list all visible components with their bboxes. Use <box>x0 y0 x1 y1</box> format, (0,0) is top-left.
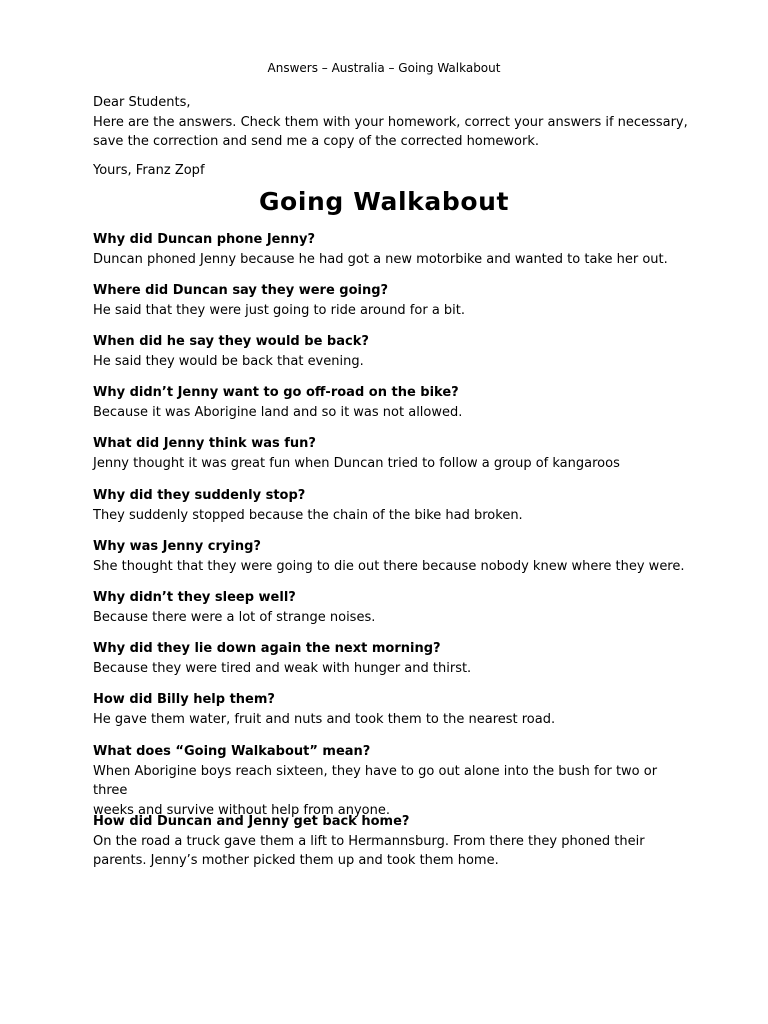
answer: They suddenly stopped because the chain of the bike had broken. <box>93 507 523 523</box>
question: How did Billy help them? <box>93 692 275 707</box>
answer: Because it was Aborigine land and so it was not allowed. <box>93 404 463 420</box>
qa-item-4 <box>93 383 693 422</box>
qa-item-9 <box>93 639 693 678</box>
intro-line-1: Here are the answers. Check them with your homework, correct your answers if necessary, <box>93 114 688 130</box>
answer: He gave them water, fruit and nuts and took them to the nearest road. <box>93 711 556 727</box>
qa-item-11 <box>93 742 693 820</box>
page-title: Going Walkabout <box>258 187 510 216</box>
qa-item-10 <box>93 690 693 729</box>
question: Why was Jenny crying? <box>93 539 261 554</box>
qa-item-7 <box>93 537 693 576</box>
answer: Because there were a lot of strange noises. <box>93 609 376 625</box>
answer: Jenny thought it was great fun when Duncan tried to follow a group of kangaroos <box>93 455 620 471</box>
question: When did he say they would be back? <box>93 334 369 349</box>
answer: He said they would be back that evening. <box>93 353 364 369</box>
document-header: Answers – Australia – Going Walkabout <box>267 61 501 75</box>
answer-line-1: On the road a truck gave them a lift to Hermannsburg. From there they phoned their <box>93 833 645 849</box>
qa-item-5 <box>93 434 693 473</box>
answer: Because they were tired and weak with hunger and thirst. <box>93 660 472 676</box>
qa-item-2 <box>93 281 693 320</box>
question: Why did they suddenly stop? <box>93 488 306 503</box>
greeting: Dear Students, <box>93 95 191 110</box>
qa-item-12 <box>93 812 693 871</box>
question: Why didn’t they sleep well? <box>93 590 296 605</box>
question: Why didn’t Jenny want to go off-road on the bike? <box>93 385 459 400</box>
answer: He said that they were just going to ride around for a bit. <box>93 302 466 318</box>
question: How did Duncan and Jenny get back home? <box>93 814 410 829</box>
qa-item-6 <box>93 486 693 525</box>
answer-line-1: When Aborigine boys reach sixteen, they have to go out alone into the bush for two or three <box>93 763 658 798</box>
answer: Duncan phoned Jenny because he had got a new motorbike and wanted to take her out. <box>93 251 668 267</box>
qa-item-1 <box>93 230 693 269</box>
question: Why did Duncan phone Jenny? <box>93 232 316 247</box>
qa-item-8 <box>93 588 693 627</box>
question: What did Jenny think was fun? <box>93 436 316 451</box>
answer-line-2: weeks and survive without help from anyone. <box>93 802 390 818</box>
answer: She thought that they were going to die out there because nobody knew where they were. <box>93 558 685 574</box>
qa-item-3 <box>93 332 693 371</box>
intro-paragraph <box>93 93 693 152</box>
intro-line-2: save the correction and send me a copy of the corrected homework. <box>93 134 540 149</box>
answer-line-2: parents. Jenny’s mother picked them up and took them home. <box>93 853 499 868</box>
question: Where did Duncan say they were going? <box>93 283 389 298</box>
signoff: Yours, Franz Zopf <box>93 163 205 178</box>
question: What does “Going Walkabout” mean? <box>93 744 371 759</box>
question: Why did they lie down again the next morning? <box>93 641 441 656</box>
